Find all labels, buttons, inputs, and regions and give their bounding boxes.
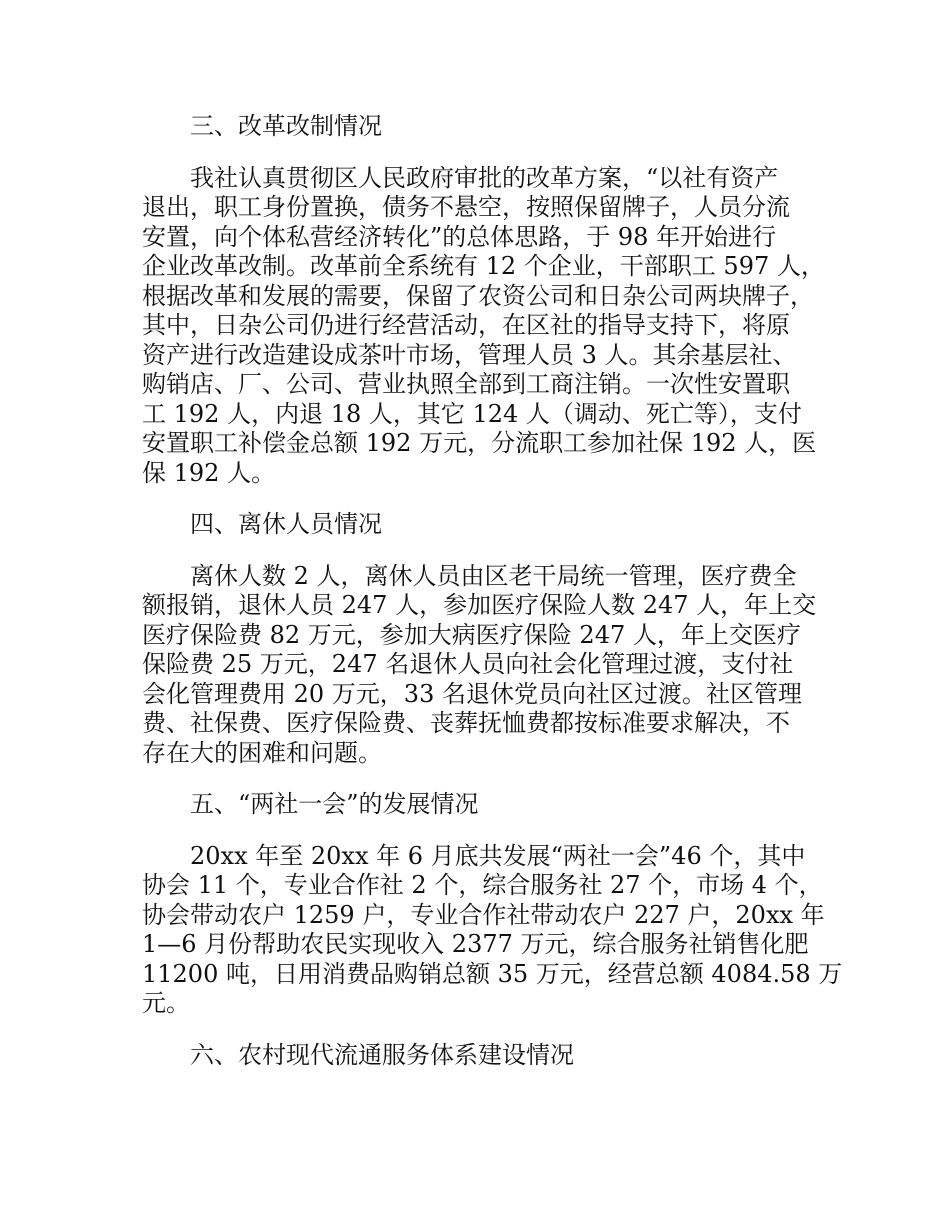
paragraph-line: 资产进行改造建设成茶叶市场，管理人员 3 人。其余基层社、: [142, 340, 797, 369]
spacer: [142, 820, 822, 842]
section-heading: 六、农村现代流通服务体系建设情况: [190, 1040, 574, 1069]
section-two-cooperatives: [142, 790, 843, 1019]
paragraph-line: 费、社保费、医疗保险费、丧葬抚恤费都按标准要求解决，不: [142, 709, 790, 737]
paragraph-line: 20xx 年至 20xx 年 6 月底共发展“两社一会”46 个，其中: [190, 841, 806, 870]
paragraph-line: 协会带动农户 1259 户，专业合作社带动农户 227 户，20xx 年: [142, 900, 825, 929]
spacer: [142, 768, 822, 790]
document-body: [142, 112, 843, 1070]
paragraph-line: 11200 吨，日用消费品购销总额 35 万元，经营总额 4084.58 万: [142, 959, 843, 988]
spacer: [142, 1019, 822, 1041]
paragraph-line: 安置，向个体私营经济转化”的总体思路，于 98 年开始进行: [142, 222, 777, 251]
paragraph-line: 购销店、厂、公司、营业执照全部到工商注销。一次性安置职: [142, 370, 790, 398]
section-heading: 四、离休人员情况: [190, 510, 382, 538]
section-rural-circulation: [142, 1041, 822, 1071]
spacer: [142, 488, 822, 510]
paragraph-line: 退出，职工身份置换，债务不悬空，按照保留牌子，人员分流: [142, 193, 790, 221]
spacer: [142, 540, 822, 562]
paragraph-line: 工 192 人，内退 18 人，其它 124 人（调动、死亡等），支付: [142, 399, 802, 428]
paragraph-line: 我社认真贯彻区人民政府审批的改革方案，“以社有资产: [190, 163, 779, 192]
paragraph-line: 协会 11 个，专业合作社 2 个，综合服务社 27 个，市场 4 个，: [142, 871, 823, 899]
paragraph-line: 保险费 25 万元，247 名退休人员向社会化管理过渡，支付社: [142, 650, 794, 678]
section-heading: 五、“两社一会”的发展情况: [190, 790, 479, 818]
paragraph-line: 1—6 月份帮助农民实现收入 2377 万元，综合服务社销售化肥: [142, 930, 809, 958]
section-heading: 三、改革改制情况: [190, 112, 382, 140]
paragraph-line: 企业改革改制。改革前全系统有 12 个企业，干部职工 597 人，: [142, 252, 825, 280]
paragraph-line: 会化管理费用 20 万元，33 名退休党员向社区过渡。社区管理: [142, 679, 802, 708]
section-reform: [142, 112, 825, 488]
spacer: [142, 142, 822, 164]
paragraph-line: 离休人数 2 人，离休人员由区老干局统一管理，医疗费全: [190, 561, 797, 590]
paragraph-line: 安置职工补偿金总额 192 万元，分流职工参加社保 192 人，医: [142, 429, 817, 457]
paragraph-line: 其中，日杂公司仍进行经营活动，在区社的指导支持下，将原: [142, 311, 790, 339]
paragraph-line: 存在大的困难和问题。: [142, 738, 382, 767]
section-retirees: [142, 510, 822, 768]
paragraph-line: 保 192 人。: [142, 458, 276, 487]
paragraph-line: 医疗保险费 82 万元，参加大病医疗保险 247 人，年上交医疗: [142, 620, 801, 649]
paragraph-line: 元。: [142, 989, 190, 1017]
paragraph-line: 额报销，退休人员 247 人，参加医疗保险人数 247 人，年上交: [142, 591, 817, 619]
paragraph-line: 根据改革和发展的需要，保留了农资公司和日杂公司两块牌子，: [142, 281, 814, 310]
